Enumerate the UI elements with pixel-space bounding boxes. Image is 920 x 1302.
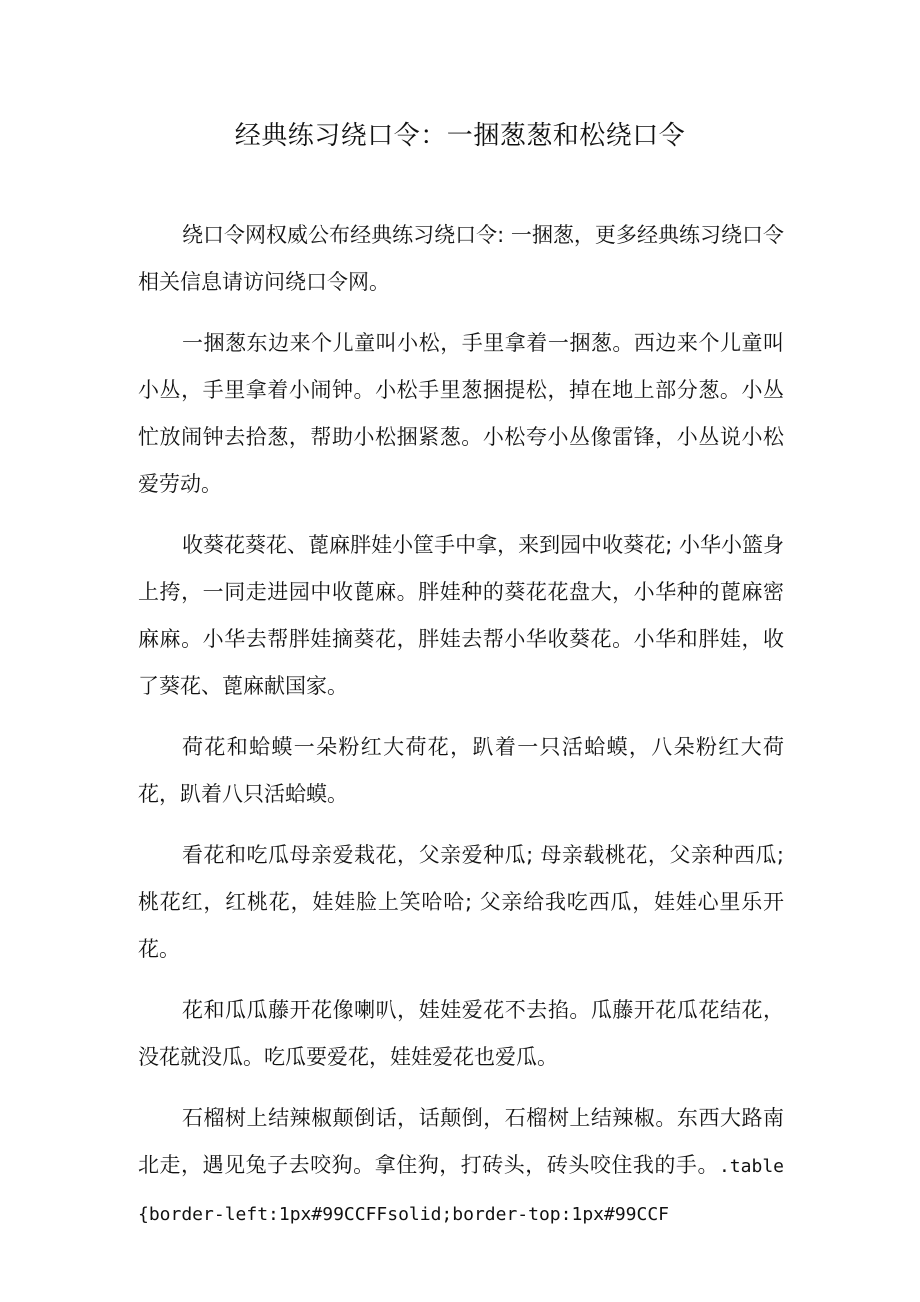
paragraph-code-fragment: .table{border-left:1px#99CCFFsolid;border-top:1px#99CCF <box>138 1156 784 1225</box>
paragraph-kanhua-chigua: 看花和吃瓜母亲爱栽花，父亲爱种瓜; 母亲载桃花，父亲种西瓜; 桃花红，红桃花，娃娃脸上笑哈哈; 父亲给我吃西瓜，娃娃心里乐开花。 <box>138 843 784 961</box>
document-body <box>138 212 784 1252</box>
paragraph-shoukuihua: 收葵花葵花、蓖麻胖娃小筐手中拿，来到园中收葵花; 小华小篮身上挎，一同走进园中收蓖麻。胖娃种的葵花花盘大，小华种的蓖麻密麻麻。小华去帮胖娃摘葵花，胖娃去帮小华收葵花。小华和胖娃，收了葵花、蓖麻献国家。 <box>138 533 784 698</box>
paragraph-shiliushu <box>138 1095 784 1238</box>
document-title: 经典练习绕口令：一捆葱葱和松绕口令 <box>234 121 686 151</box>
paragraph-shiliushu-text: 石榴树上结辣椒颠倒话，话颠倒，石榴树上结辣椒。东西大路南北走，遇见兔子去咬狗。拿住狗，打砖头，砖头咬住我的手。 <box>138 1106 784 1177</box>
paragraph-hua-he-gua: 花和瓜瓜藤开花像喇叭，娃娃爱花不去掐。瓜藤开花瓜花结花，没花就没瓜。吃瓜要爱花，娃娃爱花也爱瓜。 <box>138 998 784 1069</box>
paragraph-yikuncong: 一捆葱东边来个儿童叫小松，手里拿着一捆葱。西边来个儿童叫小丛，手里拿着小闹钟。小松手里葱捆提松，掉在地上部分葱。小丛忙放闹钟去拾葱，帮助小松捆紧葱。小松夸小丛像雷锋，小丛说小松爱劳动。 <box>138 331 784 496</box>
paragraph-intro: 绕口令网权威公布经典练习绕口令: 一捆葱，更多经典练习绕口令相关信息请访问绕口令网。 <box>138 223 784 294</box>
paragraph-hehua-hama: 荷花和蛤蟆一朵粉红大荷花，趴着一只活蛤蟆，八朵粉红大荷花，趴着八只活蛤蟆。 <box>138 735 784 806</box>
